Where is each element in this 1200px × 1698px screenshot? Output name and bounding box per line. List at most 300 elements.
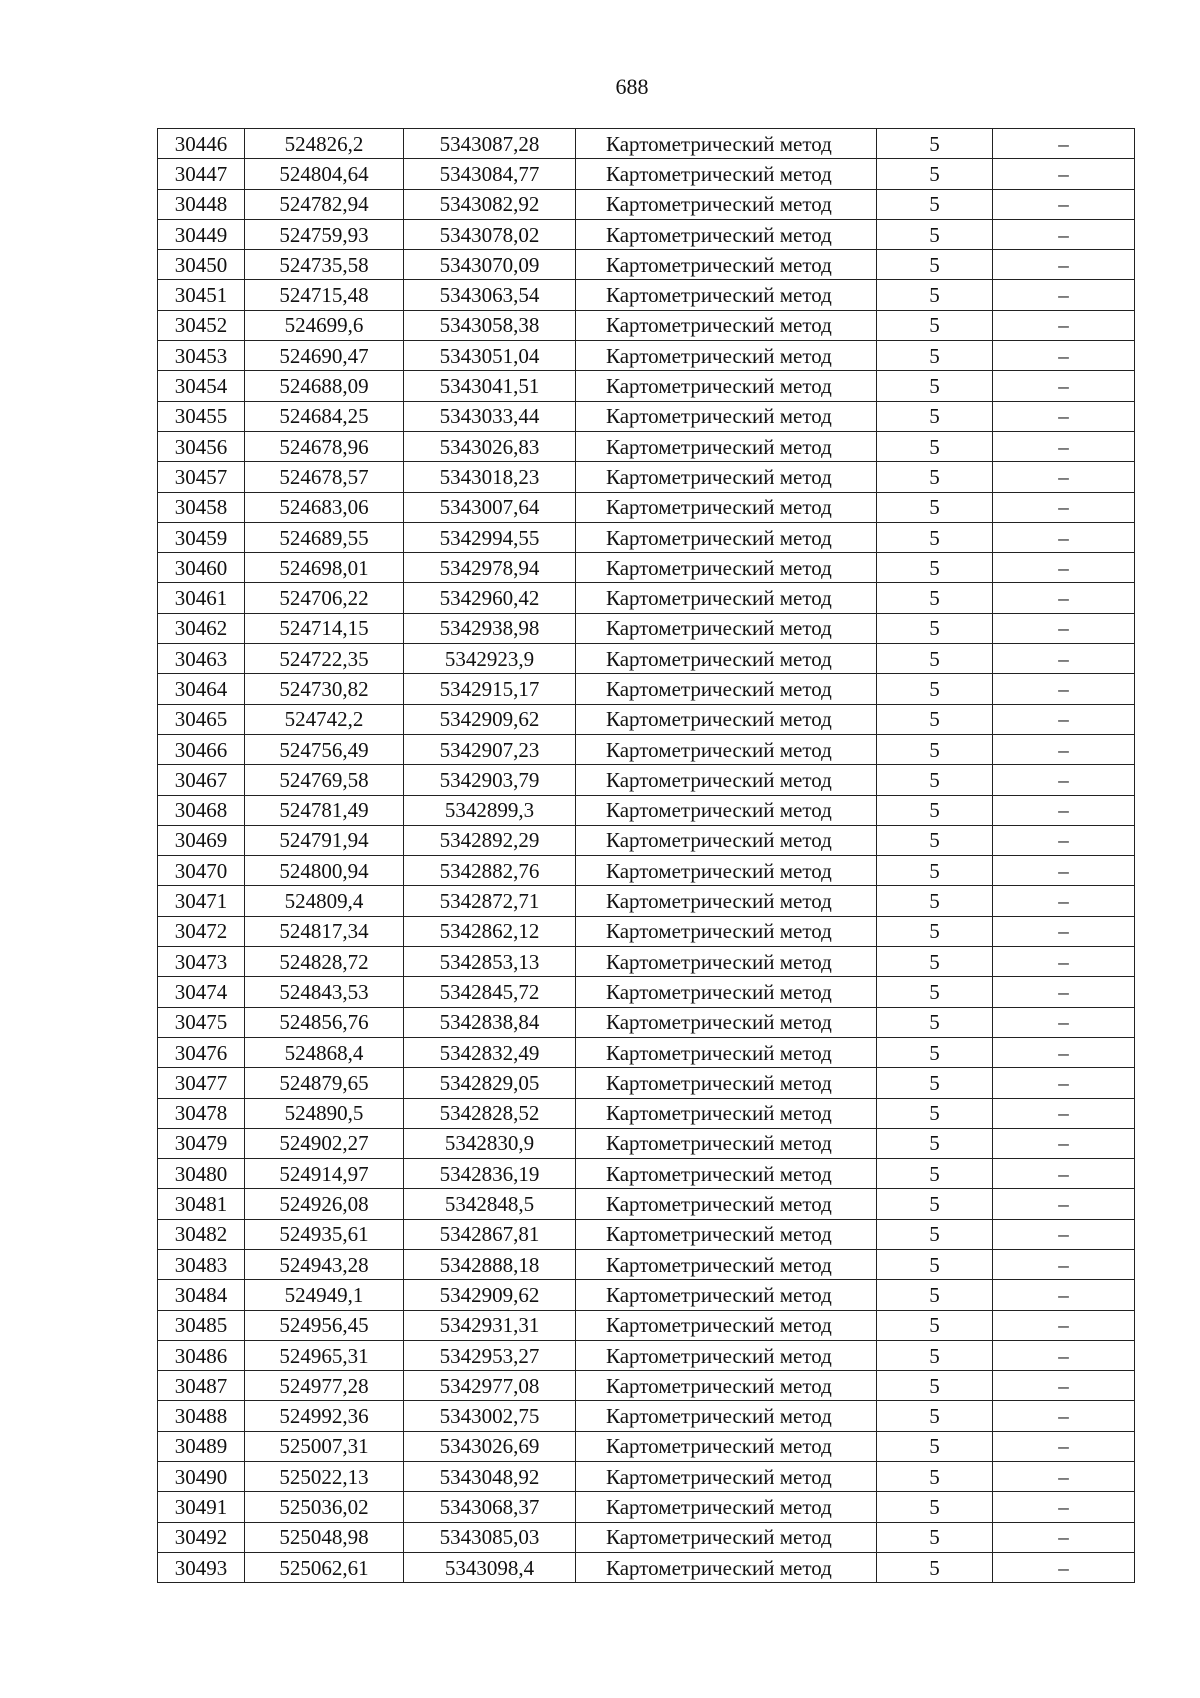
table-row — [158, 219, 1135, 249]
point-number-cell: 30486 — [158, 1340, 245, 1370]
x-coordinate-cell: 524706,22 — [245, 583, 404, 613]
point-number-cell: 30461 — [158, 583, 245, 613]
method-cell: Картометрический метод — [576, 129, 877, 159]
x-coordinate-cell: 524800,94 — [245, 856, 404, 886]
note-cell: – — [993, 977, 1135, 1007]
x-coordinate-cell: 524699,6 — [245, 310, 404, 340]
y-coordinate-cell: 5343098,4 — [404, 1552, 576, 1582]
point-number-cell: 30448 — [158, 189, 245, 219]
note-cell: – — [993, 280, 1135, 310]
x-coordinate-cell: 524759,93 — [245, 219, 404, 249]
method-cell: Картометрический метод — [576, 159, 877, 189]
table-row — [158, 916, 1135, 946]
x-coordinate-cell: 524935,61 — [245, 1219, 404, 1249]
point-number-cell: 30480 — [158, 1159, 245, 1189]
point-number-cell: 30479 — [158, 1128, 245, 1158]
y-coordinate-cell: 5342909,62 — [404, 1280, 576, 1310]
note-cell: – — [993, 674, 1135, 704]
y-coordinate-cell: 5342829,05 — [404, 1068, 576, 1098]
point-number-cell: 30471 — [158, 886, 245, 916]
note-cell: – — [993, 1249, 1135, 1279]
x-coordinate-cell: 524730,82 — [245, 674, 404, 704]
method-cell: Картометрический метод — [576, 1371, 877, 1401]
accuracy-cell: 5 — [877, 280, 993, 310]
method-cell: Картометрический метод — [576, 1340, 877, 1370]
y-coordinate-cell: 5342832,49 — [404, 1037, 576, 1067]
note-cell: – — [993, 129, 1135, 159]
accuracy-cell: 5 — [877, 583, 993, 613]
accuracy-cell: 5 — [877, 250, 993, 280]
x-coordinate-cell: 524879,65 — [245, 1068, 404, 1098]
method-cell: Картометрический метод — [576, 1007, 877, 1037]
point-number-cell: 30465 — [158, 704, 245, 734]
method-cell: Картометрический метод — [576, 947, 877, 977]
x-coordinate-cell: 524688,09 — [245, 371, 404, 401]
y-coordinate-cell: 5342978,94 — [404, 553, 576, 583]
accuracy-cell: 5 — [877, 613, 993, 643]
y-coordinate-cell: 5342867,81 — [404, 1219, 576, 1249]
accuracy-cell: 5 — [877, 886, 993, 916]
point-number-cell: 30475 — [158, 1007, 245, 1037]
accuracy-cell: 5 — [877, 674, 993, 704]
table-row — [158, 1037, 1135, 1067]
point-number-cell: 30447 — [158, 159, 245, 189]
table-row — [158, 1371, 1135, 1401]
note-cell: – — [993, 1340, 1135, 1370]
y-coordinate-cell: 5342872,71 — [404, 886, 576, 916]
note-cell: – — [993, 765, 1135, 795]
method-cell: Картометрический метод — [576, 1189, 877, 1219]
y-coordinate-cell: 5342845,72 — [404, 977, 576, 1007]
table-row — [158, 1492, 1135, 1522]
y-coordinate-cell: 5342960,42 — [404, 583, 576, 613]
table-row — [158, 129, 1135, 159]
accuracy-cell: 5 — [877, 1462, 993, 1492]
x-coordinate-cell: 524791,94 — [245, 825, 404, 855]
point-number-cell: 30485 — [158, 1310, 245, 1340]
table-row — [158, 280, 1135, 310]
point-number-cell: 30446 — [158, 129, 245, 159]
x-coordinate-cell: 524698,01 — [245, 553, 404, 583]
table-row — [158, 734, 1135, 764]
accuracy-cell: 5 — [877, 1128, 993, 1158]
method-cell: Картометрический метод — [576, 856, 877, 886]
method-cell: Картометрический метод — [576, 341, 877, 371]
accuracy-cell: 5 — [877, 371, 993, 401]
accuracy-cell: 5 — [877, 765, 993, 795]
y-coordinate-cell: 5342830,9 — [404, 1128, 576, 1158]
note-cell: – — [993, 1007, 1135, 1037]
y-coordinate-cell: 5342862,12 — [404, 916, 576, 946]
x-coordinate-cell: 524926,08 — [245, 1189, 404, 1219]
accuracy-cell: 5 — [877, 129, 993, 159]
accuracy-cell: 5 — [877, 1310, 993, 1340]
table-row — [158, 1068, 1135, 1098]
accuracy-cell: 5 — [877, 856, 993, 886]
method-cell: Картометрический метод — [576, 1219, 877, 1249]
method-cell: Картометрический метод — [576, 462, 877, 492]
y-coordinate-cell: 5342848,5 — [404, 1189, 576, 1219]
x-coordinate-cell: 524684,25 — [245, 401, 404, 431]
note-cell: – — [993, 1098, 1135, 1128]
method-cell: Картометрический метод — [576, 250, 877, 280]
x-coordinate-cell: 524782,94 — [245, 189, 404, 219]
method-cell: Картометрический метод — [576, 916, 877, 946]
note-cell: – — [993, 825, 1135, 855]
table-row — [158, 1340, 1135, 1370]
point-number-cell: 30454 — [158, 371, 245, 401]
point-number-cell: 30492 — [158, 1522, 245, 1552]
point-number-cell: 30482 — [158, 1219, 245, 1249]
accuracy-cell: 5 — [877, 219, 993, 249]
accuracy-cell: 5 — [877, 734, 993, 764]
point-number-cell: 30489 — [158, 1431, 245, 1461]
point-number-cell: 30490 — [158, 1462, 245, 1492]
x-coordinate-cell: 524756,49 — [245, 734, 404, 764]
accuracy-cell: 5 — [877, 1340, 993, 1370]
method-cell: Картометрический метод — [576, 1431, 877, 1461]
method-cell: Картометрический метод — [576, 1128, 877, 1158]
point-number-cell: 30460 — [158, 553, 245, 583]
note-cell: – — [993, 1128, 1135, 1158]
note-cell: – — [993, 1492, 1135, 1522]
y-coordinate-cell: 5342899,3 — [404, 795, 576, 825]
y-coordinate-cell: 5343033,44 — [404, 401, 576, 431]
y-coordinate-cell: 5343048,92 — [404, 1462, 576, 1492]
table-row — [158, 341, 1135, 371]
note-cell: – — [993, 431, 1135, 461]
table-row — [158, 613, 1135, 643]
method-cell: Картометрический метод — [576, 1098, 877, 1128]
note-cell: – — [993, 1219, 1135, 1249]
note-cell: – — [993, 1310, 1135, 1340]
x-coordinate-cell: 525022,13 — [245, 1462, 404, 1492]
table-row — [158, 765, 1135, 795]
y-coordinate-cell: 5342923,9 — [404, 644, 576, 674]
point-number-cell: 30451 — [158, 280, 245, 310]
method-cell: Картометрический метод — [576, 977, 877, 1007]
note-cell: – — [993, 947, 1135, 977]
accuracy-cell: 5 — [877, 1431, 993, 1461]
point-number-cell: 30473 — [158, 947, 245, 977]
point-number-cell: 30455 — [158, 401, 245, 431]
method-cell: Картометрический метод — [576, 371, 877, 401]
y-coordinate-cell: 5342888,18 — [404, 1249, 576, 1279]
x-coordinate-cell: 524856,76 — [245, 1007, 404, 1037]
table-row — [158, 462, 1135, 492]
method-cell: Картометрический метод — [576, 1401, 877, 1431]
accuracy-cell: 5 — [877, 492, 993, 522]
x-coordinate-cell: 524722,35 — [245, 644, 404, 674]
method-cell: Картометрический метод — [576, 1280, 877, 1310]
note-cell: – — [993, 1371, 1135, 1401]
table-row — [158, 1128, 1135, 1158]
accuracy-cell: 5 — [877, 1068, 993, 1098]
accuracy-cell: 5 — [877, 1159, 993, 1189]
point-number-cell: 30467 — [158, 765, 245, 795]
note-cell: – — [993, 189, 1135, 219]
method-cell: Картометрический метод — [576, 401, 877, 431]
x-coordinate-cell: 525062,61 — [245, 1552, 404, 1582]
table-row — [158, 1462, 1135, 1492]
accuracy-cell: 5 — [877, 1007, 993, 1037]
point-number-cell: 30463 — [158, 644, 245, 674]
accuracy-cell: 5 — [877, 947, 993, 977]
method-cell: Картометрический метод — [576, 704, 877, 734]
method-cell: Картометрический метод — [576, 189, 877, 219]
note-cell: – — [993, 704, 1135, 734]
note-cell: – — [993, 583, 1135, 613]
y-coordinate-cell: 5343058,38 — [404, 310, 576, 340]
method-cell: Картометрический метод — [576, 1159, 877, 1189]
point-number-cell: 30464 — [158, 674, 245, 704]
note-cell: – — [993, 462, 1135, 492]
note-cell: – — [993, 644, 1135, 674]
point-number-cell: 30488 — [158, 1401, 245, 1431]
x-coordinate-cell: 525036,02 — [245, 1492, 404, 1522]
note-cell: – — [993, 250, 1135, 280]
table-row — [158, 583, 1135, 613]
y-coordinate-cell: 5342882,76 — [404, 856, 576, 886]
table-row — [158, 553, 1135, 583]
y-coordinate-cell: 5342853,13 — [404, 947, 576, 977]
table-row — [158, 1249, 1135, 1279]
accuracy-cell: 5 — [877, 1098, 993, 1128]
accuracy-cell: 5 — [877, 1492, 993, 1522]
method-cell: Картометрический метод — [576, 825, 877, 855]
method-cell: Картометрический метод — [576, 553, 877, 583]
note-cell: – — [993, 401, 1135, 431]
y-coordinate-cell: 5343084,77 — [404, 159, 576, 189]
point-number-cell: 30472 — [158, 916, 245, 946]
y-coordinate-cell: 5342892,29 — [404, 825, 576, 855]
method-cell: Картометрический метод — [576, 795, 877, 825]
point-number-cell: 30493 — [158, 1552, 245, 1582]
point-number-cell: 30450 — [158, 250, 245, 280]
accuracy-cell: 5 — [877, 1249, 993, 1279]
method-cell: Картометрический метод — [576, 583, 877, 613]
table-row — [158, 1401, 1135, 1431]
accuracy-cell: 5 — [877, 825, 993, 855]
table-row — [158, 189, 1135, 219]
point-number-cell: 30456 — [158, 431, 245, 461]
note-cell: – — [993, 522, 1135, 552]
note-cell: – — [993, 371, 1135, 401]
accuracy-cell: 5 — [877, 1522, 993, 1552]
accuracy-cell: 5 — [877, 704, 993, 734]
x-coordinate-cell: 524804,64 — [245, 159, 404, 189]
method-cell: Картометрический метод — [576, 1492, 877, 1522]
y-coordinate-cell: 5342836,19 — [404, 1159, 576, 1189]
method-cell: Картометрический метод — [576, 492, 877, 522]
x-coordinate-cell: 524715,48 — [245, 280, 404, 310]
note-cell: – — [993, 492, 1135, 522]
method-cell: Картометрический метод — [576, 886, 877, 916]
y-coordinate-cell: 5343078,02 — [404, 219, 576, 249]
point-number-cell: 30481 — [158, 1189, 245, 1219]
x-coordinate-cell: 524678,57 — [245, 462, 404, 492]
table-row — [158, 977, 1135, 1007]
x-coordinate-cell: 524992,36 — [245, 1401, 404, 1431]
accuracy-cell: 5 — [877, 522, 993, 552]
method-cell: Картометрический метод — [576, 674, 877, 704]
accuracy-cell: 5 — [877, 159, 993, 189]
note-cell: – — [993, 310, 1135, 340]
table-row — [158, 856, 1135, 886]
accuracy-cell: 5 — [877, 1189, 993, 1219]
point-number-cell: 30458 — [158, 492, 245, 522]
table-row — [158, 1280, 1135, 1310]
note-cell: – — [993, 1522, 1135, 1552]
x-coordinate-cell: 525048,98 — [245, 1522, 404, 1552]
y-coordinate-cell: 5343070,09 — [404, 250, 576, 280]
table-row — [158, 886, 1135, 916]
note-cell: – — [993, 1037, 1135, 1067]
point-number-cell: 30468 — [158, 795, 245, 825]
y-coordinate-cell: 5343026,83 — [404, 431, 576, 461]
note-cell: – — [993, 1462, 1135, 1492]
note-cell: – — [993, 886, 1135, 916]
table-row — [158, 371, 1135, 401]
table-row — [158, 1522, 1135, 1552]
method-cell: Картометрический метод — [576, 1249, 877, 1279]
y-coordinate-cell: 5343018,23 — [404, 462, 576, 492]
x-coordinate-cell: 524714,15 — [245, 613, 404, 643]
table-row — [158, 644, 1135, 674]
table-row — [158, 1310, 1135, 1340]
table-row — [158, 1098, 1135, 1128]
y-coordinate-cell: 5343026,69 — [404, 1431, 576, 1461]
x-coordinate-cell: 524914,97 — [245, 1159, 404, 1189]
x-coordinate-cell: 524769,58 — [245, 765, 404, 795]
accuracy-cell: 5 — [877, 1401, 993, 1431]
y-coordinate-cell: 5343063,54 — [404, 280, 576, 310]
point-number-cell: 30484 — [158, 1280, 245, 1310]
note-cell: – — [993, 1431, 1135, 1461]
table-row — [158, 310, 1135, 340]
table-row — [158, 825, 1135, 855]
note-cell: – — [993, 856, 1135, 886]
accuracy-cell: 5 — [877, 977, 993, 1007]
y-coordinate-cell: 5342909,62 — [404, 704, 576, 734]
x-coordinate-cell: 524690,47 — [245, 341, 404, 371]
note-cell: – — [993, 1189, 1135, 1219]
method-cell: Картометрический метод — [576, 310, 877, 340]
x-coordinate-cell: 524890,5 — [245, 1098, 404, 1128]
y-coordinate-cell: 5342915,17 — [404, 674, 576, 704]
y-coordinate-cell: 5343087,28 — [404, 129, 576, 159]
point-number-cell: 30469 — [158, 825, 245, 855]
method-cell: Картометрический метод — [576, 1310, 877, 1340]
table-row — [158, 1189, 1135, 1219]
x-coordinate-cell: 524977,28 — [245, 1371, 404, 1401]
accuracy-cell: 5 — [877, 1280, 993, 1310]
method-cell: Картометрический метод — [576, 280, 877, 310]
point-number-cell: 30483 — [158, 1249, 245, 1279]
table-row — [158, 1007, 1135, 1037]
table-row — [158, 492, 1135, 522]
x-coordinate-cell: 524943,28 — [245, 1249, 404, 1279]
table-row — [158, 1552, 1135, 1582]
note-cell: – — [993, 341, 1135, 371]
note-cell: – — [993, 1552, 1135, 1582]
point-number-cell: 30487 — [158, 1371, 245, 1401]
table-row — [158, 674, 1135, 704]
note-cell: – — [993, 1280, 1135, 1310]
point-number-cell: 30449 — [158, 219, 245, 249]
point-number-cell: 30452 — [158, 310, 245, 340]
method-cell: Картометрический метод — [576, 1552, 877, 1582]
accuracy-cell: 5 — [877, 310, 993, 340]
point-number-cell: 30478 — [158, 1098, 245, 1128]
x-coordinate-cell: 525007,31 — [245, 1431, 404, 1461]
table-row — [158, 401, 1135, 431]
page-number: 688 — [615, 74, 649, 99]
note-cell: – — [993, 613, 1135, 643]
x-coordinate-cell: 524843,53 — [245, 977, 404, 1007]
y-coordinate-cell: 5342953,27 — [404, 1340, 576, 1370]
x-coordinate-cell: 524809,4 — [245, 886, 404, 916]
point-number-cell: 30477 — [158, 1068, 245, 1098]
method-cell: Картометрический метод — [576, 1522, 877, 1552]
y-coordinate-cell: 5342907,23 — [404, 734, 576, 764]
table-row — [158, 795, 1135, 825]
x-coordinate-cell: 524817,34 — [245, 916, 404, 946]
y-coordinate-cell: 5342828,52 — [404, 1098, 576, 1128]
accuracy-cell: 5 — [877, 341, 993, 371]
table-row — [158, 1159, 1135, 1189]
x-coordinate-cell: 524956,45 — [245, 1310, 404, 1340]
point-number-cell: 30470 — [158, 856, 245, 886]
accuracy-cell: 5 — [877, 553, 993, 583]
table-row — [158, 1431, 1135, 1461]
x-coordinate-cell: 524689,55 — [245, 522, 404, 552]
y-coordinate-cell: 5342838,84 — [404, 1007, 576, 1037]
point-number-cell: 30453 — [158, 341, 245, 371]
y-coordinate-cell: 5342994,55 — [404, 522, 576, 552]
accuracy-cell: 5 — [877, 1219, 993, 1249]
x-coordinate-cell: 524828,72 — [245, 947, 404, 977]
y-coordinate-cell: 5343051,04 — [404, 341, 576, 371]
x-coordinate-cell: 524781,49 — [245, 795, 404, 825]
note-cell: – — [993, 916, 1135, 946]
point-number-cell: 30476 — [158, 1037, 245, 1067]
y-coordinate-cell: 5343068,37 — [404, 1492, 576, 1522]
x-coordinate-cell: 524965,31 — [245, 1340, 404, 1370]
y-coordinate-cell: 5343007,64 — [404, 492, 576, 522]
table-row — [158, 431, 1135, 461]
method-cell: Картометрический метод — [576, 522, 877, 552]
note-cell: – — [993, 795, 1135, 825]
accuracy-cell: 5 — [877, 1037, 993, 1067]
y-coordinate-cell: 5342903,79 — [404, 765, 576, 795]
note-cell: – — [993, 219, 1135, 249]
note-cell: – — [993, 1068, 1135, 1098]
coordinates-table-body — [158, 129, 1135, 1583]
note-cell: – — [993, 1159, 1135, 1189]
x-coordinate-cell: 524678,96 — [245, 431, 404, 461]
point-number-cell: 30474 — [158, 977, 245, 1007]
y-coordinate-cell: 5342938,98 — [404, 613, 576, 643]
coordinates-table — [157, 128, 1135, 1583]
x-coordinate-cell: 524826,2 — [245, 129, 404, 159]
method-cell: Картометрический метод — [576, 1068, 877, 1098]
note-cell: – — [993, 734, 1135, 764]
y-coordinate-cell: 5343041,51 — [404, 371, 576, 401]
accuracy-cell: 5 — [877, 189, 993, 219]
accuracy-cell: 5 — [877, 1552, 993, 1582]
point-number-cell: 30466 — [158, 734, 245, 764]
